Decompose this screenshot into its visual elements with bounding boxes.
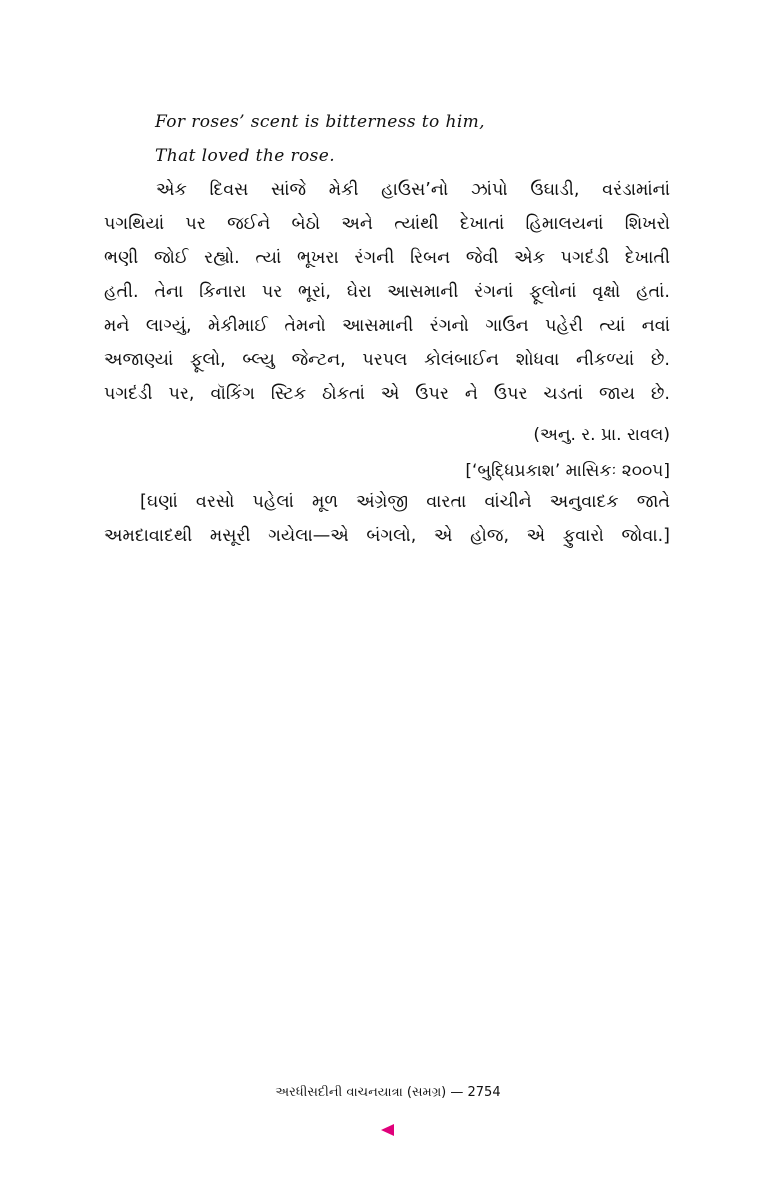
paragraph-line-7: પગદંડી પર, વૉકિંગ સ્ટિક ઠોકતાં એ ઉપર ને ઉપર ચડતાં જાય છે.: [104, 384, 670, 404]
note-line-2: અમદાવાદથી મસૂરી ગયેલા—એ બંગલો, એ હોજ, એ ફુવારો જોવા.]: [104, 526, 670, 546]
paragraph-line-4: હતી. તેના કિનારા પર ભૂરાં, ઘેરા આસમાની રંગનાં ફૂલોનાં વૃક્ષો હતાં.: [104, 282, 670, 302]
paragraph-line-1: એક દિવસ સાંજે મેકી હાઉસ’નો ઝાંપો ઉઘાડી, વરંડામાંનાં: [156, 180, 670, 200]
page-footer: અરધીસદીની વાચનયાત્રા (સમગ્ર) — 2754: [275, 1085, 501, 1100]
paragraph-line-6: અજાણ્યાં ફૂલો, બ્લ્યુ જેન્ટન, પરપલ કોલંબાઈન શોધવા નીકળ્યાં છે.: [104, 350, 670, 370]
source-credit: [‘બુદ્ધિપ્રકાશ’ માસિકઃ ૨૦૦૫]: [465, 461, 670, 481]
note-line-1: [ઘણાં વરસો પહેલાં મૂળ અંગ્રેજી વારતા વાંચીને અનુવાદક જાતે: [140, 492, 670, 512]
paragraph-line-5: મને લાગ્યું, મેકીમાઈ તેમનો આસમાની રંગનો ગાઉન પહેરી ત્યાં નવાં: [104, 316, 670, 336]
previous-page-icon[interactable]: [381, 1124, 394, 1136]
poem-line-1: For roses’ scent is bitterness to him,: [155, 112, 485, 132]
translator-credit: (અનુ. ર. પ્રા. રાવલ): [533, 425, 670, 445]
paragraph-line-2: પગથિયાં પર જઈને બેઠો અને ત્યાંથી દેખાતાં હિમાલયનાં શિખરો: [104, 214, 670, 234]
paragraph-line-3: ભણી જોઈ રહ્યો. ત્યાં ભૂખરા રંગની રિબન જેવી એક પગદંડી દેખાતી: [104, 248, 670, 268]
poem-line-2: That loved the rose.: [155, 146, 336, 166]
